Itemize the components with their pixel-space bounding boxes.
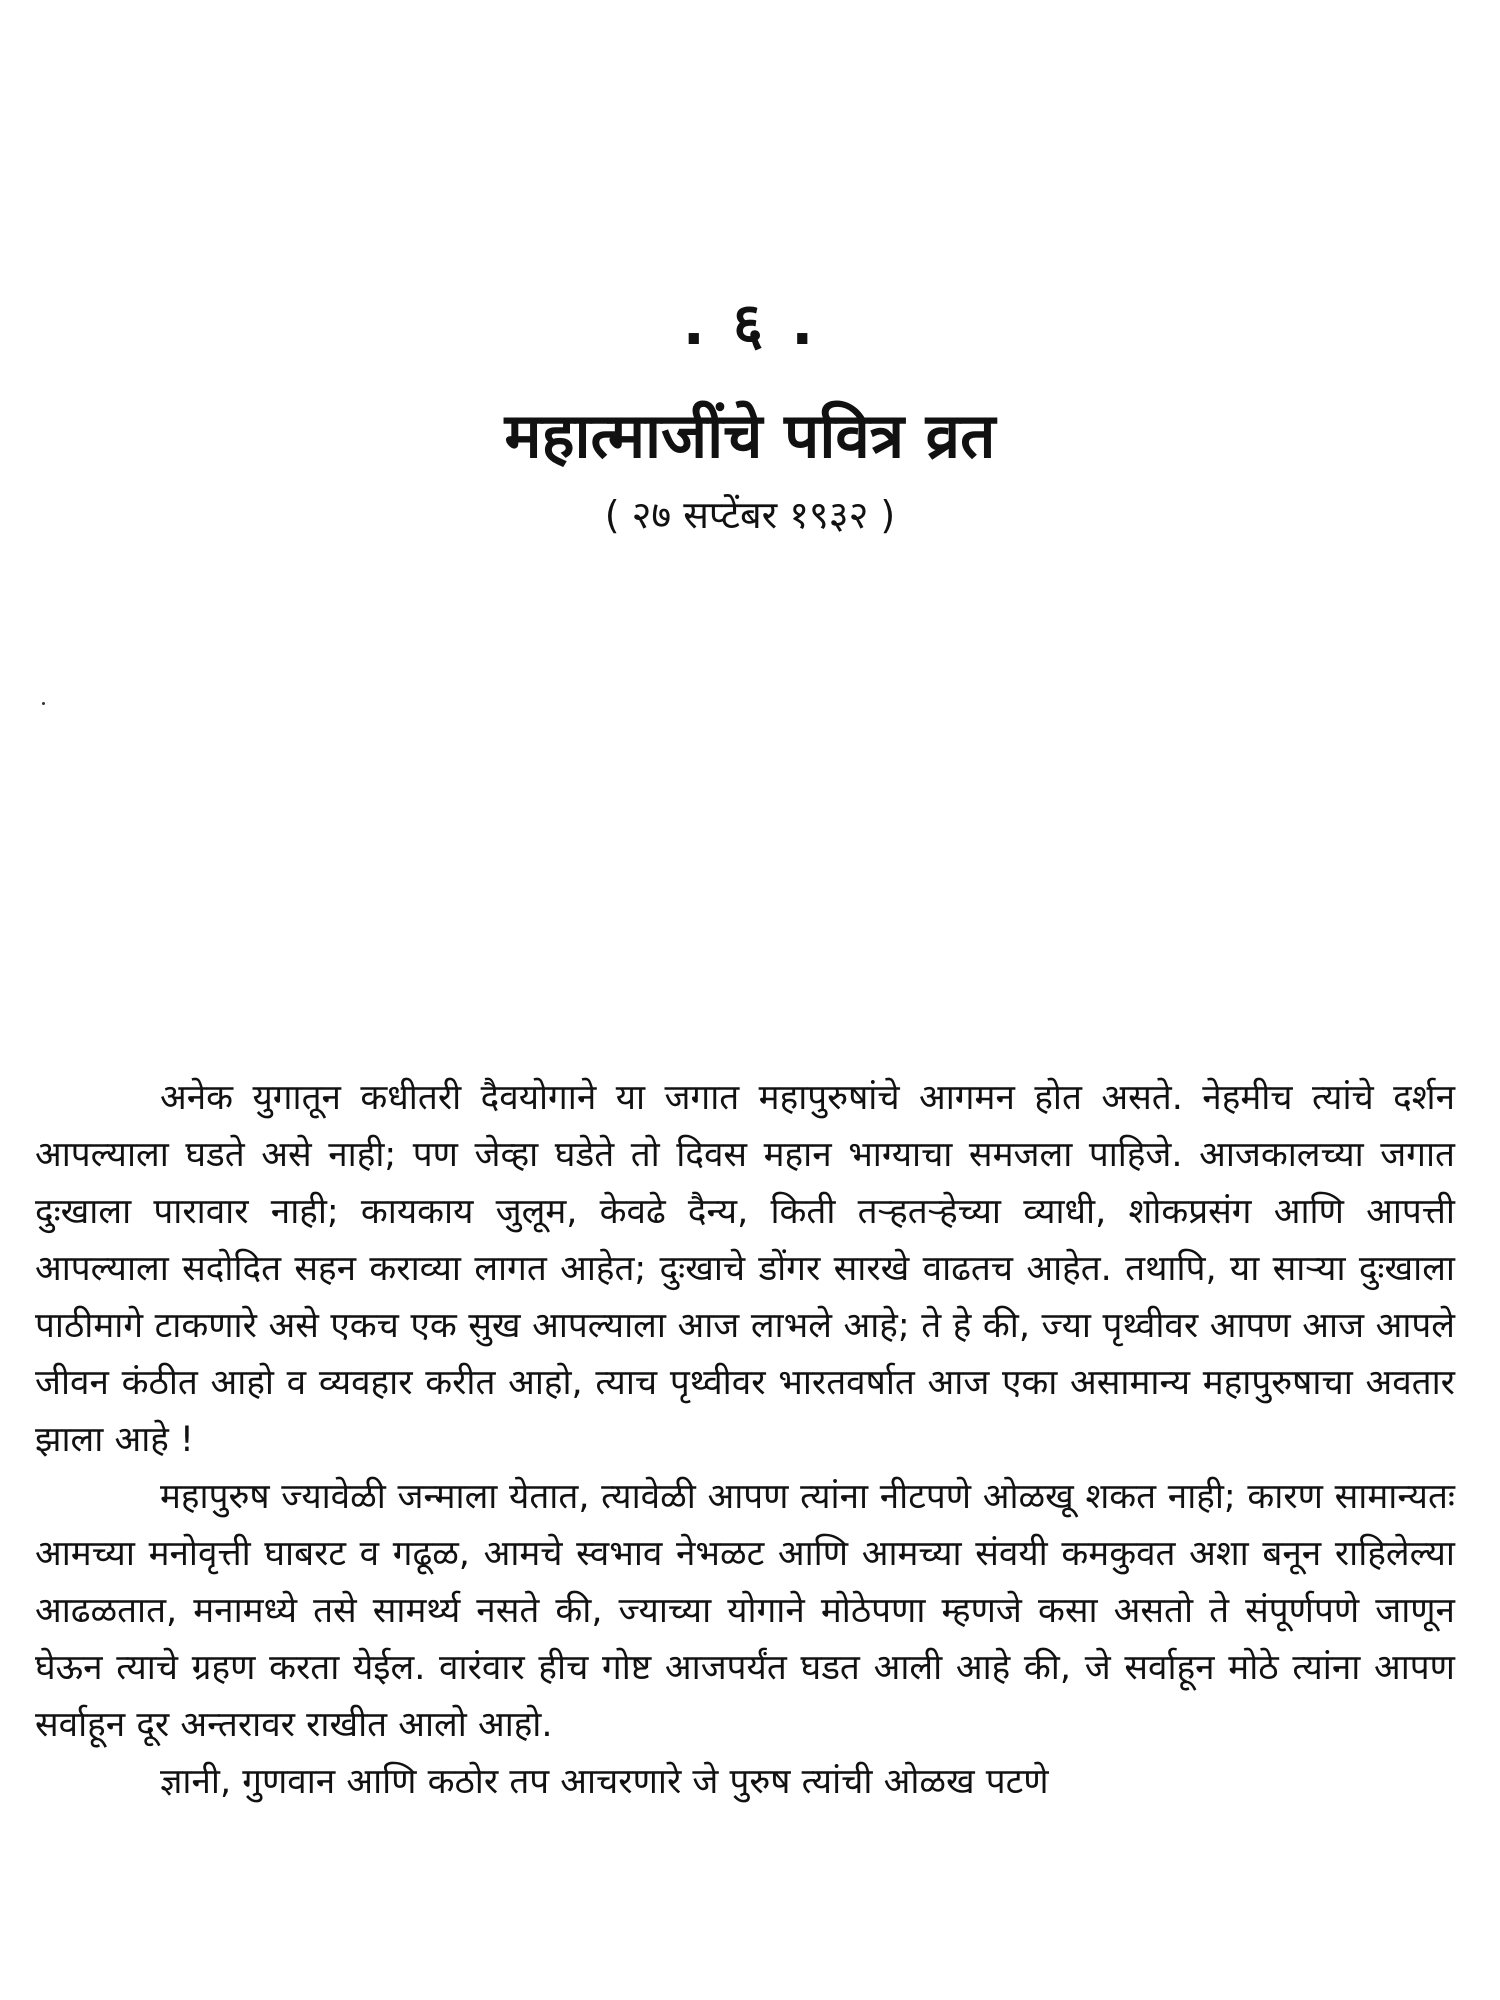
chapter-number: . ६ . xyxy=(682,290,818,358)
paragraph-1: अनेक युगातून कधीतरी दैवयोगाने या जगात महापुरुषांचे आगमन होत असते. नेहमीच त्यांचे दर्शन आपल्याला घडते असे नाही; पण जेव्हा घडेते तो दिवस महान भाग्याचा समजला पाहिजे. आजकालच्या जगात दुःखाला पारावार नाही; कायकाय जुलूम, केवढे दैन्य, किती तऱ्हतऱ्हेच्या व्याधी, शोकप्रसंग आणि आपत्ती आपल्याला सदोदित सहन कराव्या लागत आहेत; दुःखाचे डोंगर सारखे वाढतच आहेत. तथापि, या साऱ्या दुःखाला पाठीमागे टाकणारे असे एकच एक सुख आपल्याला आज लाभले आहे; ते हे की, ज्या पृथ्वीवर आपण आज आपले जीवन कंठीत आहो व व्यवहार करीत आहो, त्याच पृथ्वीवर भारतवर्षात आज एका असामान्य महापुरुषाचा अवतार झाला आहे ! xyxy=(35,1078,1455,1460)
paragraph-3: ज्ञानी, गुणवान आणि कठोर तप आचरणारे जे पुरुष त्यांची ओळख पटणे xyxy=(160,1762,1049,1802)
chapter-title: महात्माजींचे पवित्र व्रत xyxy=(504,399,996,472)
paragraph-2: महापुरुष ज्यावेळी जन्माला येतात, त्यावेळी आपण त्यांना नीटपणे ओळखू शकत नाही; कारण सामान्यतः आमच्या मनोवृत्ती घाबरट व गढूळ, आमचे स्वभाव नेभळट आणि आमच्या संवयी कमकुवत अशा बनून राहिलेल्या आढळतात, मनामध्ये तसे सामर्थ्य नसते की, ज्याच्या योगाने मोठेपणा म्हणजे कसा असतो ते संपूर्णपणे जाणून घेऊन त्याचे ग्रहण करता येईल. वारंवार हीच गोष्ट आजपर्यंत घडत आली आहे की, जे सर्वाहून मोठे त्यांना आपण सर्वाहून दूर अन्तरावर राखीत आलो आहो. xyxy=(35,1477,1455,1745)
body-text xyxy=(35,1070,1455,1811)
scan-speck xyxy=(42,702,45,705)
chapter-date: ( २७ सप्टेंबर १९३२ ) xyxy=(604,493,896,537)
